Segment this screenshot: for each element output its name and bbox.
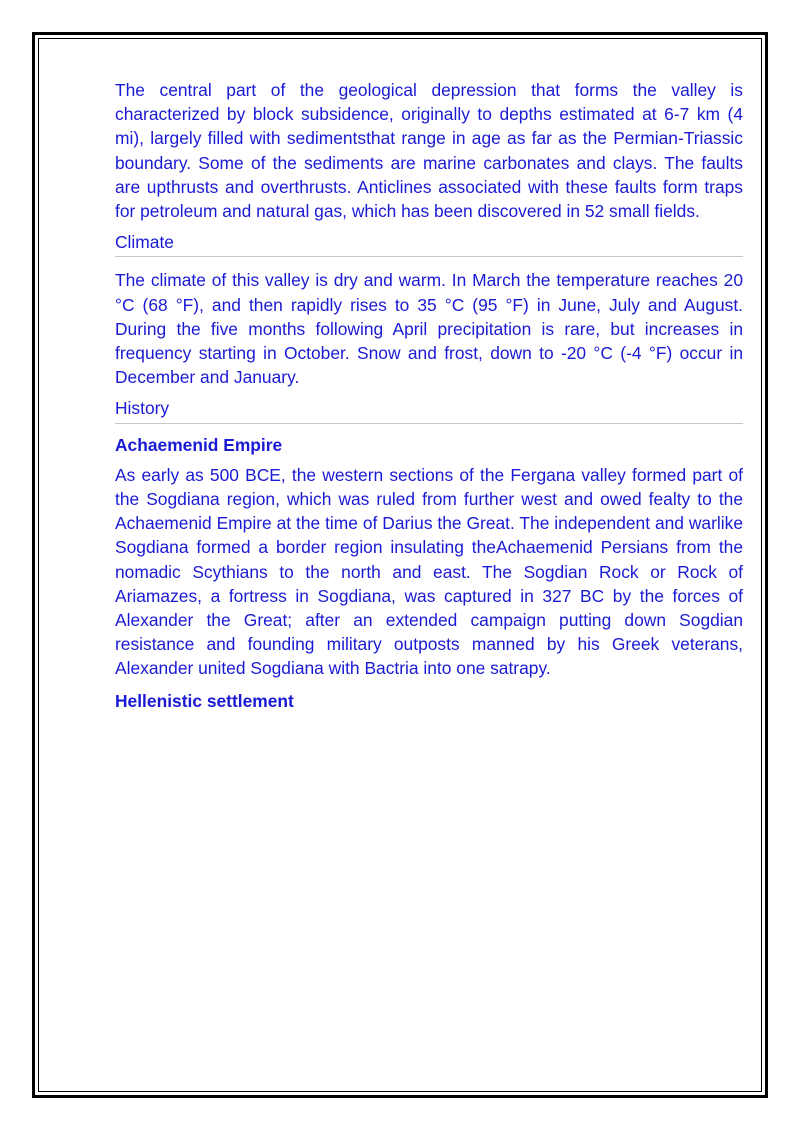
hellenistic-heading: Hellenistic settlement: [115, 690, 294, 711]
climate-heading: Climate: [115, 230, 743, 257]
achaemenid-heading: Achaemenid Empire: [115, 434, 283, 455]
history-heading: History: [115, 396, 743, 423]
geology-paragraph: The central part of the geological depression that forms the valley is characterized by block subsidence, originally to depths estimated at 6-7 km (4 mi), largely filled with sedimentsthat range in age as far as the Permian-Triassic boundary. Some of the sediments are marine carbonates and clays. The faults are upthrusts and overthrusts. Anticlines associated with these faults form traps for petroleum and natural gas, which has been discovered in 52 small fields.: [115, 80, 743, 222]
achaemenid-paragraph: As early as 500 BCE, the western sections of the Fergana valley formed part of the Sogdiana region, which was ruled from further west and owed fealty to the Achaemenid Empire at the time of Darius the Great. The independent and warlike Sogdiana formed a border region insulating theAchaemenid Persians from the nomadic Scythians to the north and east. The Sogdian Rock or Rock of Ariamazes, a fortress in Sogdiana, was captured in 327 BC by the forces of Alexander the Great; after an extended campaign putting down Sogdian resistance and founding military outposts manned by his Greek veterans, Alexander united Sogdiana with Bactria into one satrapy.: [115, 464, 743, 679]
document-body: [115, 78, 743, 713]
climate-paragraph: The climate of this valley is dry and warm. In March the temperature reaches 20 °C (68 °F), and then rapidly rises to 35 °C (95 °F) in June, July and August. During the five months following April precipitation is rare, but increases in frequency starting in October. Snow and frost, down to -20 °C (-4 °F) occur in December and January.: [115, 270, 743, 388]
